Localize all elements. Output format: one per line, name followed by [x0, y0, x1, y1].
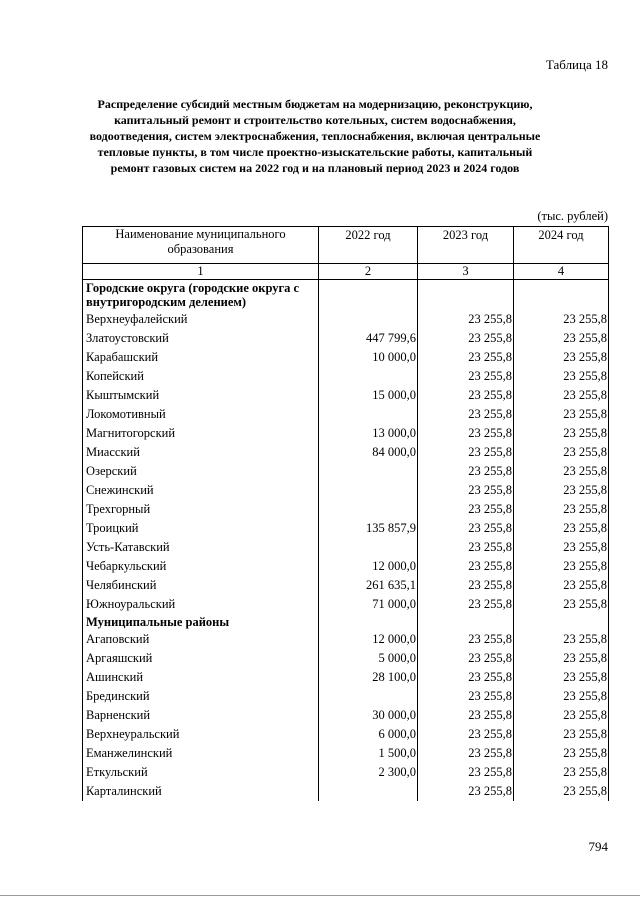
value-2024: 23 255,8 [514, 348, 609, 367]
table-row [83, 706, 609, 725]
value-2024: 23 255,8 [514, 649, 609, 668]
value-2024: 23 255,8 [514, 462, 609, 481]
value-2023: 23 255,8 [418, 310, 514, 329]
municipality-name: Еткульский [83, 763, 319, 782]
value-2022: 28 100,0 [319, 668, 418, 687]
value-2023: 23 255,8 [418, 763, 514, 782]
section-heading: Городские округа (городские округа с внутригородским делением) [83, 280, 319, 311]
municipality-name: Верхнеуфалейский [83, 310, 319, 329]
value-2022 [319, 687, 418, 706]
section-row [83, 614, 609, 630]
value-2022 [319, 405, 418, 424]
value-2023: 23 255,8 [418, 595, 514, 614]
value-2024: 23 255,8 [514, 782, 609, 801]
value-2023: 23 255,8 [418, 405, 514, 424]
value-2024: 23 255,8 [514, 538, 609, 557]
value-2023: 23 255,8 [418, 443, 514, 462]
empty-cell [514, 614, 609, 630]
value-2024: 23 255,8 [514, 405, 609, 424]
value-2023: 23 255,8 [418, 424, 514, 443]
value-2023: 23 255,8 [418, 557, 514, 576]
value-2022 [319, 367, 418, 386]
value-2022: 12 000,0 [319, 630, 418, 649]
municipality-name: Южноуральский [83, 595, 319, 614]
table-row [83, 310, 609, 329]
municipality-name: Миасский [83, 443, 319, 462]
value-2023: 23 255,8 [418, 744, 514, 763]
value-2023: 23 255,8 [418, 782, 514, 801]
table-row [83, 405, 609, 424]
municipality-name: Трехгорный [83, 500, 319, 519]
value-2024: 23 255,8 [514, 443, 609, 462]
table-row [83, 443, 609, 462]
value-2023: 23 255,8 [418, 329, 514, 348]
table-row [83, 462, 609, 481]
table-row [83, 367, 609, 386]
value-2023: 23 255,8 [418, 576, 514, 595]
municipality-name: Магнитогорский [83, 424, 319, 443]
municipality-name: Брединский [83, 687, 319, 706]
value-2023: 23 255,8 [418, 706, 514, 725]
value-2023: 23 255,8 [418, 500, 514, 519]
value-2024: 23 255,8 [514, 595, 609, 614]
value-2023: 23 255,8 [418, 687, 514, 706]
column-header-2022: 2022 год [319, 227, 418, 264]
value-2022: 447 799,6 [319, 329, 418, 348]
value-2024: 23 255,8 [514, 576, 609, 595]
column-number-row [83, 264, 609, 280]
municipality-name: Чебаркульский [83, 557, 319, 576]
municipality-name: Еманжелинский [83, 744, 319, 763]
column-number: 1 [83, 264, 319, 280]
table-row [83, 557, 609, 576]
value-2024: 23 255,8 [514, 329, 609, 348]
page-number: 794 [588, 839, 608, 854]
value-2022: 71 000,0 [319, 595, 418, 614]
value-2024: 23 255,8 [514, 668, 609, 687]
value-2022 [319, 310, 418, 329]
empty-cell [319, 614, 418, 630]
table-row [83, 519, 609, 538]
value-2024: 23 255,8 [514, 386, 609, 405]
value-2024: 23 255,8 [514, 500, 609, 519]
page-bottom-rule [0, 895, 640, 896]
table-row [83, 348, 609, 367]
value-2023: 23 255,8 [418, 367, 514, 386]
table-row [83, 630, 609, 649]
municipality-name: Варненский [83, 706, 319, 725]
column-header-name: Наименование муниципального образования [83, 227, 319, 264]
value-2022: 261 635,1 [319, 576, 418, 595]
value-2023: 23 255,8 [418, 649, 514, 668]
value-2023: 23 255,8 [418, 386, 514, 405]
municipality-name: Локомотивный [83, 405, 319, 424]
value-2024: 23 255,8 [514, 687, 609, 706]
value-2024: 23 255,8 [514, 630, 609, 649]
section-row [83, 280, 609, 311]
table-row [83, 744, 609, 763]
column-number: 2 [319, 264, 418, 280]
value-2024: 23 255,8 [514, 725, 609, 744]
value-2022: 135 857,9 [319, 519, 418, 538]
municipality-name: Кыштымский [83, 386, 319, 405]
municipality-name: Карталинский [83, 782, 319, 801]
municipality-name: Златоустовский [83, 329, 319, 348]
value-2024: 23 255,8 [514, 367, 609, 386]
value-2022 [319, 481, 418, 500]
table-row [83, 329, 609, 348]
units-note: (тыс. рублей) [537, 209, 608, 223]
table-row [83, 725, 609, 744]
table-row [83, 424, 609, 443]
value-2024: 23 255,8 [514, 519, 609, 538]
value-2024: 23 255,8 [514, 706, 609, 725]
value-2022 [319, 500, 418, 519]
municipality-name: Усть-Катавский [83, 538, 319, 557]
value-2023: 23 255,8 [418, 538, 514, 557]
empty-cell [418, 614, 514, 630]
value-2023: 23 255,8 [418, 630, 514, 649]
value-2022: 6 000,0 [319, 725, 418, 744]
table-label: Таблица 18 [545, 57, 608, 72]
value-2024: 23 255,8 [514, 481, 609, 500]
value-2022: 5 000,0 [319, 649, 418, 668]
value-2022: 13 000,0 [319, 424, 418, 443]
subsidies-table [82, 226, 609, 801]
municipality-name: Троицкий [83, 519, 319, 538]
municipality-name: Карабашский [83, 348, 319, 367]
value-2022: 10 000,0 [319, 348, 418, 367]
municipality-name: Снежинский [83, 481, 319, 500]
table-body [83, 280, 609, 802]
municipality-name: Аргаяшский [83, 649, 319, 668]
table-row [83, 500, 609, 519]
column-header-2023: 2023 год [418, 227, 514, 264]
value-2022: 15 000,0 [319, 386, 418, 405]
table-row [83, 576, 609, 595]
header-row [83, 227, 609, 264]
value-2023: 23 255,8 [418, 462, 514, 481]
value-2024: 23 255,8 [514, 424, 609, 443]
table-row [83, 668, 609, 687]
empty-cell [514, 280, 609, 311]
table-row [83, 649, 609, 668]
value-2024: 23 255,8 [514, 557, 609, 576]
table-row [83, 687, 609, 706]
value-2023: 23 255,8 [418, 668, 514, 687]
value-2022: 30 000,0 [319, 706, 418, 725]
value-2022: 2 300,0 [319, 763, 418, 782]
value-2022 [319, 462, 418, 481]
municipality-name: Верхнеуральский [83, 725, 319, 744]
municipality-name: Челябинский [83, 576, 319, 595]
section-heading: Муниципальные районы [83, 614, 319, 630]
table-row [83, 782, 609, 801]
table-row [83, 763, 609, 782]
value-2024: 23 255,8 [514, 744, 609, 763]
value-2023: 23 255,8 [418, 725, 514, 744]
value-2022 [319, 538, 418, 557]
value-2023: 23 255,8 [418, 519, 514, 538]
municipality-name: Озерский [83, 462, 319, 481]
value-2022: 1 500,0 [319, 744, 418, 763]
table-row [83, 538, 609, 557]
value-2022: 84 000,0 [319, 443, 418, 462]
column-number: 3 [418, 264, 514, 280]
municipality-name: Копейский [83, 367, 319, 386]
value-2024: 23 255,8 [514, 763, 609, 782]
table-row [83, 386, 609, 405]
municipality-name: Ашинский [83, 668, 319, 687]
table-row [83, 595, 609, 614]
column-header-2024: 2024 год [514, 227, 609, 264]
municipality-name: Агаповский [83, 630, 319, 649]
document-title: Распределение субсидий местным бюджетам на модернизацию, реконструкцию, капитальный ремонт и строительство котельных, систем водоснабжения, водоотведения, систем электроснабжения, теплоснабжения, включая центральные тепловые пункты, в том числе проектно-изыскательские работы, капитальный ремонт газовых систем на 2022 год и на плановый период 2023 и 2024 годов [89, 97, 541, 175]
table-row [83, 481, 609, 500]
column-number: 4 [514, 264, 609, 280]
value-2023: 23 255,8 [418, 348, 514, 367]
empty-cell [418, 280, 514, 311]
empty-cell [319, 280, 418, 311]
value-2022: 12 000,0 [319, 557, 418, 576]
value-2023: 23 255,8 [418, 481, 514, 500]
value-2024: 23 255,8 [514, 310, 609, 329]
value-2022 [319, 782, 418, 801]
